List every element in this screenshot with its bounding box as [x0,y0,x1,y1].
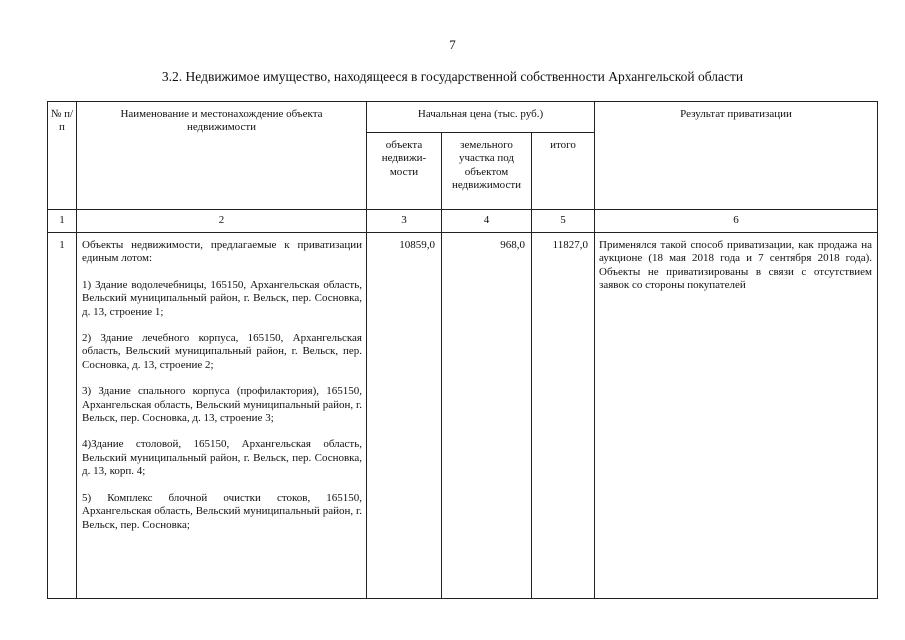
privatization-table [47,101,878,599]
header-num: № п/п [48,102,77,210]
total-price-value: 11827,0 [532,233,595,599]
privatization-result: Применялся такой способ приватизации, как продажа на аукционе (18 мая 2018 года и 7 сентября 2018 года). Объекты не приватизированы в связи с отсутствием заявок со стороны покупателей [595,233,878,599]
table-row [48,233,878,599]
description-paragraph: 5) Комплекс блочной очистки стоков, 165150, Архангельская область, Вельский муниципальный район, г. Вельск, пер. Сосновка; [82,491,362,531]
column-number: 6 [595,210,878,233]
column-number: 1 [48,210,77,233]
column-number: 4 [442,210,532,233]
header-object-price: объекта недвижи-мости [367,133,442,210]
column-number: 2 [77,210,367,233]
description-paragraph: 1) Здание водолечебницы, 165150, Архангельская область, Вельский муниципальный район, г. Вельск, пер. Сосновка, д. 13, строение 1; [82,278,362,318]
header-name: Наименование и местонахождение объекта недвижимости [77,102,367,210]
header-initial-price: Начальная цена (тыс. руб.) [367,102,595,133]
section-title: 3.2. Недвижимое имущество, находящееся в государственной собственности Архангельской области [161,69,744,84]
column-number: 3 [367,210,442,233]
column-number: 5 [532,210,595,233]
row-number: 1 [48,233,77,599]
description-paragraph: 2) Здание лечебного корпуса, 165150, Архангельская область, Вельский муниципальный район, г. Вельск, пер. Сосновка, д. 13, строение 2; [82,332,362,371]
description-paragraph: Объекты недвижимости, предлагаемые к приватизации единым лотом: [82,239,362,265]
object-description [77,233,367,599]
page-number: 7 [449,37,456,52]
description-paragraph: 4)Здание столовой, 165150, Архангельская область, Вельский муниципальный район, г. Вельск, пер. Сосновка, д. 13, корп. 4; [82,438,362,478]
header-result: Результат приватизации [595,102,878,210]
land-price-value: 968,0 [442,233,532,599]
object-price-value: 10859,0 [367,233,442,599]
header-land-price: земельного участка под объектом недвижимости [442,133,532,210]
header-total: итого [532,133,595,210]
description-paragraph: 3) Здание спального корпуса (профилактория), 165150, Архангельская область, Вельский муниципальный район, г. Вельск, пер. Сосновка, д. 13, строение 3; [82,385,362,425]
